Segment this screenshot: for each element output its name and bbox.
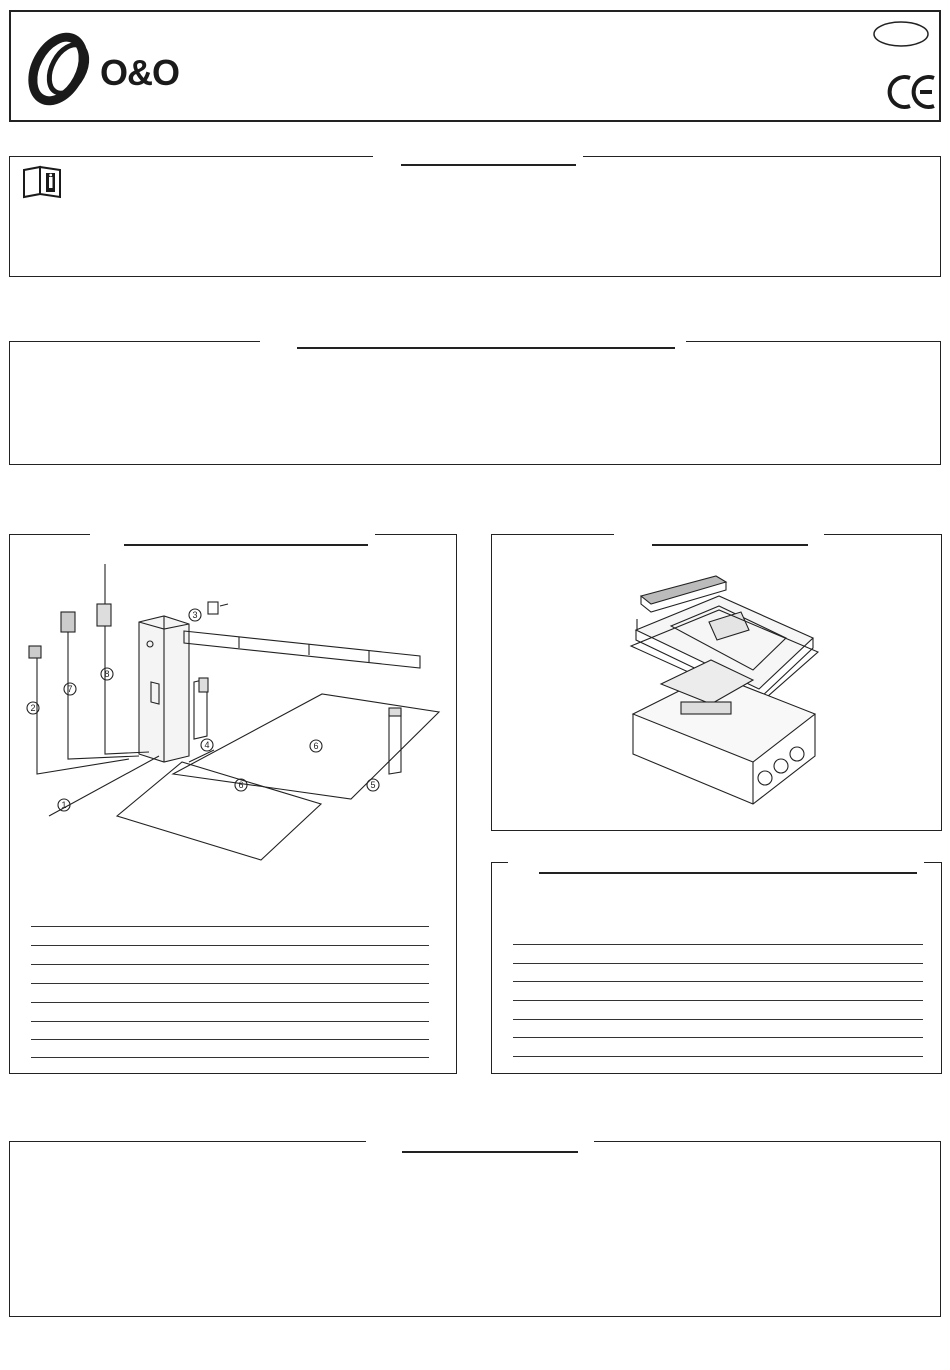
rule-line (513, 1019, 923, 1020)
rule-line (31, 1039, 429, 1040)
callout-7: 7 (67, 684, 73, 694)
rule-line (513, 1056, 923, 1057)
description-section (9, 341, 941, 465)
rule-line (513, 981, 923, 982)
rule-line (31, 1002, 429, 1003)
oo-rings-logo-icon (22, 30, 102, 108)
control-unit-text-section (491, 862, 942, 1074)
rule-line (513, 1037, 923, 1038)
manual-info-icon (22, 166, 64, 198)
callout-6b: 6 (238, 780, 244, 790)
callout-5: 5 (370, 780, 376, 790)
callout-2: 2 (30, 703, 36, 713)
bottom-section (9, 1141, 941, 1317)
callout-3: 3 (192, 610, 198, 620)
control-box-illustration (491, 534, 942, 831)
rule-line (513, 944, 923, 945)
callout-6a: 6 (313, 741, 319, 751)
rule-line (31, 964, 429, 965)
callout-4: 4 (204, 740, 210, 750)
brand-text: O&O (100, 52, 180, 93)
info-section (9, 156, 941, 277)
ce-mark-icon (888, 72, 940, 112)
callout-8: 8 (104, 669, 110, 679)
rule-line (513, 1000, 923, 1001)
rule-line (31, 945, 429, 946)
barrier-installation-diagram (9, 534, 457, 874)
rule-line (31, 926, 429, 927)
rule-line (31, 1021, 429, 1022)
rule-line (31, 983, 429, 984)
rule-line (31, 1057, 429, 1058)
callout-1: 1 (61, 800, 67, 810)
rule-line (513, 963, 923, 964)
badge-oval (872, 20, 930, 48)
